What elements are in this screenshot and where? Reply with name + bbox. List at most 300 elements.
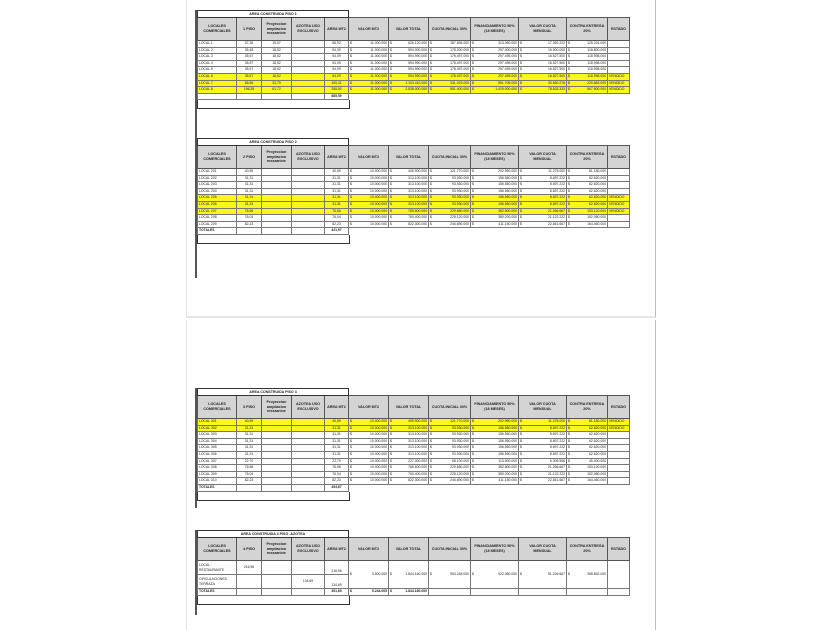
header-mezzanine: Proyeccion ampliacion mezzanine	[262, 18, 292, 41]
currency-symbol: $	[430, 41, 432, 45]
cell-area: 40,59	[325, 169, 349, 176]
cell-contra-entrega	[567, 451, 608, 458]
cell-valor-total	[389, 458, 429, 465]
cell-mezzanine	[262, 195, 292, 202]
currency-symbol: $	[390, 451, 392, 456]
cell-local: LOCAL 302	[198, 425, 237, 432]
cell-valor-total	[389, 188, 429, 195]
cell-contra-entrega	[567, 465, 608, 472]
currency-symbol: $	[350, 169, 352, 173]
price-table	[197, 388, 630, 492]
currency-symbol: $	[520, 201, 522, 206]
header-contra-entrega: CONTRA ENTREGA 20%	[567, 396, 608, 419]
empty-cell	[349, 484, 389, 491]
table-group-piso-4-azotea	[197, 530, 630, 596]
totals-cell	[471, 589, 519, 596]
currency-symbol: $	[390, 182, 392, 187]
cell-local: LOCAL RESTAURANTE	[198, 561, 237, 575]
cell-cuota-inicial	[429, 182, 471, 189]
cell-valor-total	[389, 208, 429, 215]
cell-mezzanine	[262, 465, 292, 472]
cell-contra-entrega-value: 153.120.000	[587, 208, 606, 213]
currency-symbol: $	[568, 208, 570, 213]
table-row	[198, 47, 630, 54]
table-footer-box	[197, 492, 350, 501]
cell-estado	[608, 478, 630, 485]
cell-cuota-mensual	[519, 445, 567, 452]
cell-cuota-mensual-value: 8.697.222	[549, 201, 565, 206]
cell-cuota-mensual-value: 8.697.222	[549, 438, 565, 443]
cell-valor-total-value: 313.100.000	[408, 445, 427, 450]
totals-cell	[292, 484, 325, 491]
cell-contra-entrega	[567, 478, 608, 485]
cell-mezzanine	[262, 175, 292, 182]
cell-valor-mt2-value: 10.000.000	[370, 425, 387, 430]
cell-cuota-inicial	[429, 188, 471, 195]
empty-cell	[471, 228, 519, 235]
cell-local: LOCAL 309	[198, 471, 237, 478]
cell-financiamiento	[471, 60, 519, 67]
table-title: AREA CONSTRUIDA PISO 2	[198, 139, 349, 146]
header-contra-entrega: CONTRA ENTREGA 20%	[567, 146, 608, 169]
cell-valor-mt2	[349, 175, 389, 182]
cell-valor-total-value: 594.990.000	[408, 67, 427, 72]
currency-symbol: $	[350, 571, 352, 576]
currency-symbol: $	[472, 438, 474, 443]
table-row	[198, 221, 630, 228]
cell-contra-entrega-value: 567.600.000	[587, 87, 606, 92]
cell-cuota-mensual-value: 8.697.222	[549, 195, 565, 200]
currency-symbol: $	[390, 195, 392, 200]
cell-area: 216,96	[325, 561, 349, 575]
cell-valor-total	[389, 438, 429, 445]
totals-cell	[292, 228, 325, 235]
cell-local: LOCAL 5	[198, 67, 237, 74]
currency-symbol: $	[430, 438, 432, 443]
cell-local: LOCAL 4	[198, 60, 237, 67]
cell-cuota-inicial-value: 93.930.000	[452, 438, 469, 443]
cell-azotea	[292, 60, 325, 67]
cell-contra-entrega	[567, 54, 608, 61]
cell-mezzanine: 18,52	[262, 47, 292, 54]
currency-symbol: $	[390, 458, 392, 463]
currency-symbol: $	[390, 425, 392, 430]
totals-cell	[262, 228, 292, 235]
cell-cuota-inicial-value: 228.120.000	[450, 471, 469, 476]
cell-area: 31,31	[325, 175, 349, 182]
cell-valor-total	[389, 169, 429, 176]
cell-valor-mt2	[349, 201, 389, 208]
cell-valor-mt2-value: 11.000.000	[370, 80, 387, 85]
cell-piso: 35,57	[237, 54, 262, 61]
cell-cuota-mensual	[519, 425, 567, 432]
cell-local: LOCAL 209	[198, 221, 237, 228]
cell-cuota-inicial	[429, 67, 471, 74]
cell-valor-total	[389, 478, 429, 485]
cell-contra-entrega	[567, 458, 608, 465]
cell-local: LOCAL 208	[198, 215, 237, 222]
cell-estado	[608, 215, 630, 222]
cell-cuota-mensual	[519, 208, 567, 215]
currency-symbol: $	[390, 471, 392, 476]
currency-symbol: $	[350, 458, 352, 463]
currency-symbol: $	[430, 478, 432, 483]
totals-cell	[292, 93, 325, 100]
currency-symbol: $	[472, 41, 474, 45]
currency-symbol: $	[350, 465, 352, 470]
table-group-piso-2	[197, 138, 630, 235]
currency-symbol: $	[350, 80, 352, 85]
totals-cell	[237, 589, 262, 596]
currency-symbol: $	[350, 221, 352, 226]
cell-local: LOCAL 202	[198, 175, 237, 182]
cell-contra-entrega-value: 62.620.000	[589, 175, 606, 180]
cell-local: LOCAL 205	[198, 195, 237, 202]
currency-symbol: $	[430, 175, 432, 180]
cell-financiamiento	[471, 419, 519, 426]
cell-valor-mt2-value: 11.000.000	[370, 60, 387, 65]
cell-mezzanine	[262, 575, 292, 589]
cell-estado	[608, 438, 630, 445]
header-area: AREA MT2	[325, 538, 349, 561]
empty-cell	[349, 93, 389, 100]
totals-cell	[567, 589, 608, 596]
cell-estado	[608, 182, 630, 189]
cell-azotea: 134,69	[292, 575, 325, 589]
cell-valor-total-value: 313.100.000	[408, 438, 427, 443]
header-azotea: AZOTEA USO EXCLUSIVO	[292, 538, 325, 561]
table-row	[198, 438, 630, 445]
total-area: 454,67	[325, 484, 349, 491]
empty-cell	[429, 228, 471, 235]
blank-cell	[349, 389, 630, 396]
cell-local: LOCAL 6	[198, 73, 237, 80]
totals-cell	[262, 589, 292, 596]
cell-cuota-inicial	[429, 73, 471, 80]
header-piso: 4 PISO	[237, 538, 262, 561]
cell-cuota-mensual-value: 16.500.000	[548, 47, 565, 52]
cell-cuota-inicial-value: 93.930.000	[452, 432, 469, 437]
cell-financiamiento	[471, 445, 519, 452]
currency-symbol: $	[568, 221, 570, 226]
cell-contra-entrega-value: 62.620.000	[589, 425, 606, 430]
cell-contra-entrega-value: 164.460.000	[587, 478, 606, 483]
currency-symbol: $	[568, 451, 570, 456]
currency-symbol: $	[350, 438, 352, 443]
cell-local: LOCAL 1	[198, 41, 237, 48]
header-locales: LOCALES COMERCIALES	[198, 18, 237, 41]
currency-symbol: $	[520, 54, 522, 59]
cell-valor-mt2	[349, 478, 389, 485]
cell-azotea	[292, 67, 325, 74]
cell-valor-total	[389, 451, 429, 458]
header-cuota-mensual: VALOR CUOTA MENSUAL	[519, 396, 567, 419]
totals-label: TOTALES	[198, 228, 237, 235]
cell-valor-mt2-value: 10.000.000	[370, 201, 387, 206]
cell-cuota-mensual	[519, 41, 567, 48]
cell-financiamiento	[471, 432, 519, 439]
cell-contra-entrega	[567, 188, 608, 195]
table-row	[198, 188, 630, 195]
currency-symbol: $	[520, 60, 522, 65]
cell-azotea	[292, 80, 325, 87]
cell-contra-entrega-value: 152.080.000	[587, 471, 606, 476]
cell-valor-mt2	[349, 221, 389, 228]
cell-estado	[608, 54, 630, 61]
currency-symbol: $	[390, 221, 392, 226]
empty-cell	[349, 228, 389, 235]
cell-valor-total-value: 313.100.000	[408, 195, 427, 200]
currency-symbol: $	[568, 169, 570, 173]
table-row	[198, 561, 630, 575]
cell-cuota-inicial	[429, 458, 471, 465]
cell-valor-mt2	[349, 432, 389, 439]
cell-cuota-inicial	[429, 175, 471, 182]
cell-valor-total-value: 765.600.000	[408, 465, 427, 470]
cell-financiamiento-value: 382.800.000	[498, 208, 517, 213]
cell-financiamiento	[471, 195, 519, 202]
cell-contra-entrega-value: 118.998.000	[587, 54, 606, 59]
cell-cuota-mensual-value: 17.392.222	[548, 41, 565, 45]
cell-area: 31,31	[325, 445, 349, 452]
cell-financiamiento-value: 202.950.000	[498, 169, 517, 173]
totals-label	[198, 93, 237, 100]
cell-financiamiento-value: 297.000.000	[498, 47, 517, 52]
cell-cuota-mensual	[519, 67, 567, 74]
currency-symbol: $	[520, 451, 522, 456]
currency-symbol: $	[520, 478, 522, 483]
currency-symbol: $	[568, 458, 570, 463]
table-row	[198, 419, 630, 426]
cell-valor-mt2-value: 10.000.000	[370, 419, 387, 423]
cell-cuota-mensual	[519, 182, 567, 189]
currency-symbol: $	[430, 419, 432, 423]
cell-cuota-mensual	[519, 60, 567, 67]
table-header-row	[198, 18, 630, 41]
cell-azotea	[292, 445, 325, 452]
currency-symbol: $	[430, 425, 432, 430]
cell-contra-entrega	[567, 73, 608, 80]
cell-estado: VENDIDO	[608, 87, 630, 94]
cell-financiamiento	[471, 451, 519, 458]
document-page-2	[186, 320, 656, 630]
cell-piso: 31,31	[237, 175, 262, 182]
currency-symbol: $	[390, 175, 392, 180]
cell-area: 82,23	[325, 478, 349, 485]
totals-label: TOTALES	[198, 589, 237, 596]
cell-financiamiento-value: 297.495.000	[498, 60, 517, 65]
cell-financiamiento	[471, 73, 519, 80]
empty-cell	[471, 484, 519, 491]
currency-symbol: $	[520, 188, 522, 193]
cell-valor-mt2	[349, 80, 389, 87]
cell-financiamiento-value: 411.150.000	[498, 478, 517, 483]
currency-symbol: $	[430, 73, 432, 78]
currency-symbol: $	[390, 80, 392, 85]
cell-piso: 76,04	[237, 215, 262, 222]
cell-mezzanine: 18,52	[262, 73, 292, 80]
table-row	[198, 451, 630, 458]
table-row	[198, 182, 630, 189]
total-area: 685,59	[325, 93, 349, 100]
table-row	[198, 67, 630, 74]
cell-cuota-mensual-value: 21.266.667	[548, 465, 565, 470]
currency-symbol: $	[472, 60, 474, 65]
cell-valor-total-value: 594.990.000	[408, 73, 427, 78]
currency-symbol: $	[520, 215, 522, 220]
cell-contra-entrega	[567, 561, 608, 589]
cell-valor-mt2-value: 10.000.000	[370, 195, 387, 200]
cell-estado: VENDIDO	[608, 201, 630, 208]
cell-financiamiento	[471, 169, 519, 176]
currency-symbol: $	[568, 73, 570, 78]
currency-symbol: $	[350, 471, 352, 476]
cell-valor-total-value: 1.103.410.000	[405, 80, 427, 85]
cell-cuota-inicial	[429, 425, 471, 432]
table-title: AREA CONSTRUIDA PISO 3	[198, 389, 349, 396]
cell-contra-entrega	[567, 87, 608, 94]
cell-cuota-inicial	[429, 215, 471, 222]
totals-row	[198, 93, 630, 100]
cell-azotea	[292, 451, 325, 458]
cell-valor-mt2	[349, 465, 389, 472]
cell-contra-entrega-value: 118.998.000	[587, 67, 606, 72]
currency-symbol: $	[390, 60, 392, 65]
cell-cuota-inicial	[429, 208, 471, 215]
cell-valor-total	[389, 221, 429, 228]
cell-azotea	[292, 41, 325, 48]
header-financiamiento: FINANCIAMIENTO 50% (18 MESES)	[471, 538, 519, 561]
currency-symbol: $	[520, 208, 522, 213]
cell-mezzanine	[262, 419, 292, 426]
cell-valor-total	[389, 175, 429, 182]
cell-mezzanine	[262, 188, 292, 195]
cell-piso: 35,48	[237, 47, 262, 54]
cell-mezzanine	[262, 451, 292, 458]
cell-estado	[608, 561, 630, 589]
cell-cuota-inicial	[429, 60, 471, 67]
currency-symbol: $	[350, 419, 352, 423]
cell-valor-total-value: 594.990.000	[408, 60, 427, 65]
cell-cuota-mensual-value: 16.527.500	[548, 67, 565, 72]
cell-cuota-mensual-value: 8.697.222	[549, 445, 565, 450]
cell-cuota-mensual	[519, 201, 567, 208]
cell-valor-mt2	[349, 60, 389, 67]
currency-symbol: $	[472, 458, 474, 463]
cell-valor-mt2	[349, 87, 389, 94]
cell-area: 82,23	[325, 221, 349, 228]
cell-cuota-mensual	[519, 419, 567, 426]
cell-valor-total-value: 405.900.000	[408, 169, 427, 173]
cell-cuota-inicial-value: 178.497.000	[450, 60, 469, 65]
header-financiamiento: FINANCIAMIENTO 50% (18 MESES)	[471, 146, 519, 169]
cell-financiamiento-value: 156.550.000	[498, 188, 517, 193]
table-row	[198, 54, 630, 61]
table-title-row	[198, 11, 630, 18]
cell-valor-total	[389, 80, 429, 87]
cell-valor-total-value: 313.100.000	[408, 425, 427, 430]
currency-symbol: $	[472, 201, 474, 206]
header-valor-mt2: VALOR MT2	[349, 18, 389, 41]
cell-contra-entrega-value: 118.998.000	[587, 73, 606, 78]
currency-symbol: $	[520, 432, 522, 437]
currency-symbol: $	[472, 478, 474, 483]
cell-valor-total	[389, 465, 429, 472]
currency-symbol: $	[520, 87, 522, 92]
table-header-row	[198, 396, 630, 419]
cell-valor-mt2	[349, 438, 389, 445]
currency-symbol: $	[520, 67, 522, 72]
currency-symbol: $	[568, 60, 570, 65]
currency-symbol: $	[520, 425, 522, 430]
cell-financiamiento	[471, 425, 519, 432]
cell-valor-mt2-value: 10.000.000	[370, 208, 387, 213]
currency-symbol: $	[430, 195, 432, 200]
cell-piso: 76,56	[237, 465, 262, 472]
currency-symbol: $	[430, 169, 432, 173]
table-row	[198, 175, 630, 182]
header-area: AREA MT2	[325, 396, 349, 419]
cell-cuota-mensual-value: 22.841.667	[548, 478, 565, 483]
cell-valor-total	[389, 73, 429, 80]
cell-cuota-inicial-value: 93.930.000	[452, 195, 469, 200]
cell-piso: 76,56	[237, 208, 262, 215]
cell-valor-total	[389, 201, 429, 208]
currency-symbol: $	[430, 87, 432, 92]
cell-estado	[608, 451, 630, 458]
cell-cuota-mensual-value: 8.697.222	[549, 425, 565, 430]
cell-valor-total-value: 313.100.000	[408, 175, 427, 180]
cell-contra-entrega	[567, 471, 608, 478]
cell-contra-entrega-value: 118.998.000	[587, 60, 606, 65]
cell-area: 54,09	[325, 73, 349, 80]
cell-contra-entrega	[567, 425, 608, 432]
cell-cuota-mensual-value: 6.305.556	[549, 458, 565, 463]
cell-contra-entrega	[567, 215, 608, 222]
cell-local: LOCAL 203	[198, 182, 237, 189]
cell-azotea	[292, 175, 325, 182]
empty-cell	[608, 228, 630, 235]
table-footer-box	[197, 596, 350, 605]
currency-symbol: $	[430, 201, 432, 206]
header-estado: ESTADO	[608, 396, 630, 419]
currency-symbol: $	[350, 87, 352, 92]
totals-cell	[237, 484, 262, 491]
cell-area: 100,31	[325, 80, 349, 87]
currency-symbol: $	[520, 221, 522, 226]
price-table	[197, 530, 630, 596]
cell-azotea	[292, 73, 325, 80]
currency-symbol: $	[472, 425, 474, 430]
table-row	[198, 87, 630, 94]
cell-financiamiento-value: 551.705.000	[498, 80, 517, 85]
cell-contra-entrega-value: 62.620.000	[589, 438, 606, 443]
cell-piso: 40,59	[237, 169, 262, 176]
cell-mezzanine	[262, 215, 292, 222]
table-row	[198, 432, 630, 439]
cell-valor-mt2-value: 10.000.000	[370, 221, 387, 226]
cell-area: 31,31	[325, 201, 349, 208]
cell-cuota-mensual-value: 21.122.222	[548, 215, 565, 220]
currency-symbol: $	[390, 169, 392, 173]
cell-valor-mt2	[349, 215, 389, 222]
currency-symbol: $	[520, 195, 522, 200]
currency-symbol: $	[390, 478, 392, 483]
cell-piso: 216,96	[237, 561, 262, 575]
currency-symbol: $	[568, 182, 570, 187]
cell-financiamiento-value: 380.200.000	[498, 471, 517, 476]
cell-piso: 31,31	[237, 182, 262, 189]
